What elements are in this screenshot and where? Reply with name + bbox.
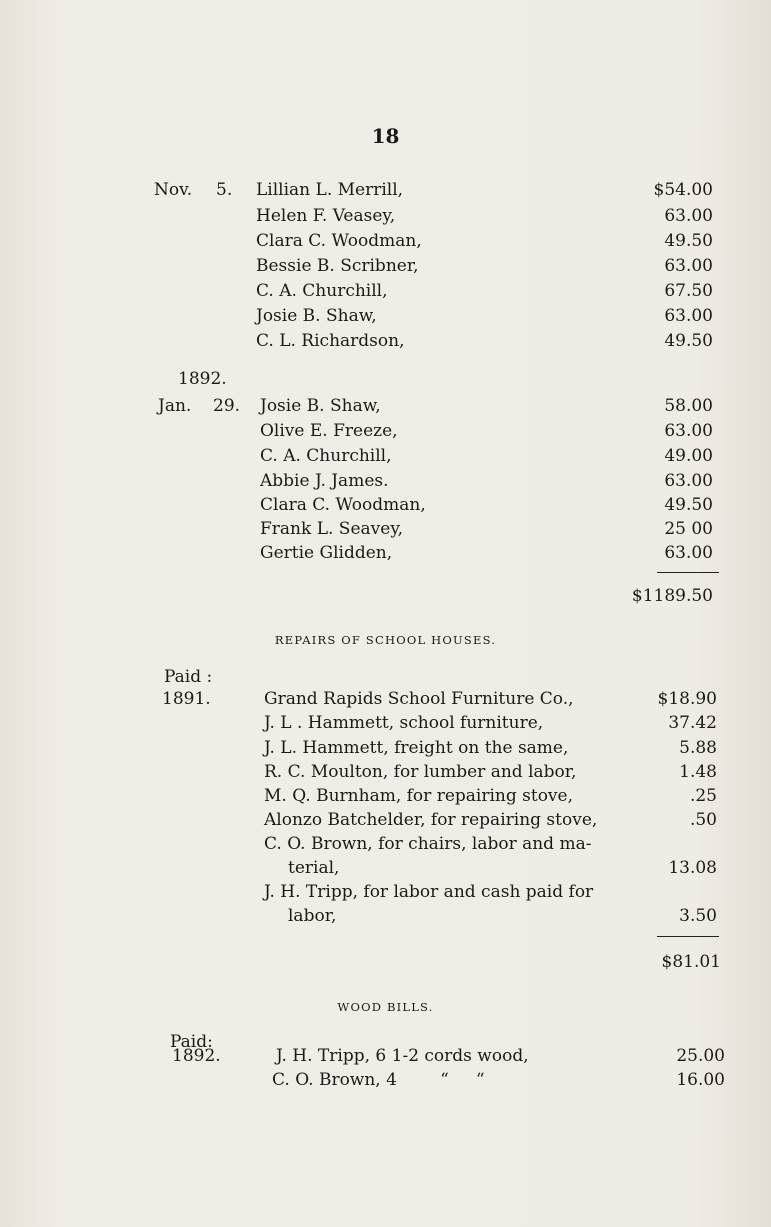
payee-name: Clara C. Woodman,: [260, 495, 426, 515]
item-description: C. O. Brown, for chairs, labor and ma-: [264, 834, 592, 854]
entry-month: Jan.: [158, 396, 192, 416]
entry-month: Nov.: [154, 180, 193, 200]
ledger-row: [0, 783, 771, 809]
payee-name: C. L. Richardson,: [256, 331, 405, 351]
payee-name: Josie B. Shaw,: [256, 306, 377, 326]
ledger-row: [0, 516, 771, 542]
entry-day: 5.: [216, 180, 233, 200]
teachers-total: $1189.50: [631, 586, 713, 606]
item-description-continued: labor,: [288, 906, 337, 926]
ledger-row: [0, 253, 771, 279]
item-amount: .50: [689, 810, 717, 830]
payee-name: Olive E. Freeze,: [260, 421, 398, 441]
payment-amount: 63.00: [664, 421, 713, 441]
payment-amount: 63.00: [664, 306, 713, 326]
payee-name: Lillian L. Merrill,: [256, 180, 404, 200]
payee-name: C. A. Churchill,: [256, 281, 388, 301]
entry-year: 1892.: [172, 1046, 221, 1066]
ledger-row: [0, 879, 771, 905]
entry-year: 1891.: [162, 689, 211, 709]
payee-name: Bessie B. Scribner,: [256, 256, 419, 276]
ledger-row: [0, 177, 771, 203]
ledger-row: [0, 418, 771, 444]
payment-amount: 58.00: [664, 396, 713, 416]
payment-amount: 49.50: [664, 331, 713, 351]
repairs-total: $81.01: [661, 952, 721, 972]
ledger-row: [0, 831, 771, 857]
payment-amount: 49.50: [664, 495, 713, 515]
ledger-row: [0, 855, 771, 881]
ledger-row: [0, 540, 771, 566]
item-amount: .25: [689, 786, 717, 806]
payee-name: Helen F. Veasey,: [256, 206, 396, 226]
total-rule: [657, 572, 719, 573]
item-description-continued: terial,: [288, 858, 340, 878]
payment-amount: 63.00: [664, 256, 713, 276]
payment-amount: 67.50: [664, 281, 713, 301]
ledger-row: [0, 903, 771, 929]
entry-day: 29.: [213, 396, 241, 416]
item-amount: 3.50: [679, 906, 717, 926]
ledger-row: [0, 492, 771, 518]
item-description: M. Q. Burnham, for repairing stove,: [264, 786, 573, 806]
payment-amount: $54.00: [653, 180, 713, 200]
ledger-row: [0, 686, 771, 712]
item-description: Alonzo Batchelder, for repairing stove,: [264, 810, 598, 830]
payee-name: C. A. Churchill,: [260, 446, 392, 466]
item-description: J. H. Tripp, for labor and cash paid for: [264, 882, 594, 902]
item-amount: 1.48: [679, 762, 717, 782]
ledger-row: [0, 228, 771, 254]
payment-amount: 63.00: [664, 206, 713, 226]
ledger-row: [0, 203, 771, 229]
payment-amount: 63.00: [664, 543, 713, 563]
item-description: J. L . Hammett, school furniture,: [264, 713, 544, 733]
item-amount: 25.00: [676, 1046, 725, 1066]
year-row: [0, 366, 771, 392]
ledger-row: [0, 278, 771, 304]
ledger-row: [0, 328, 771, 354]
total-row: [0, 949, 771, 975]
payee-name: Gertie Glidden,: [260, 543, 393, 563]
section-heading: WOOD BILLS.: [337, 1000, 434, 1014]
payee-name: Josie B. Shaw,: [260, 396, 381, 416]
payment-amount: 49.50: [664, 231, 713, 251]
paid-label: Paid:: [170, 1032, 213, 1052]
paid-label: Paid :: [164, 667, 213, 687]
item-description: C. O. Brown, 4 “ “: [272, 1070, 485, 1090]
payment-amount: 49.00: [664, 446, 713, 466]
item-amount: $18.90: [657, 689, 717, 709]
payee-name: Abbie J. James.: [260, 471, 389, 491]
ledger-row: [0, 735, 771, 761]
item-amount: 37.42: [668, 713, 717, 733]
payment-amount: 25 00: [664, 519, 713, 539]
item-description: J. L. Hammett, freight on the same,: [264, 738, 569, 758]
ledger-row: [0, 303, 771, 329]
total-row: [0, 583, 771, 609]
item-amount: 13.08: [668, 858, 717, 878]
total-rule: [657, 936, 719, 937]
ledger-row: [0, 1043, 771, 1069]
payee-name: Frank L. Seavey,: [260, 519, 404, 539]
item-amount: 5.88: [679, 738, 717, 758]
ledger-row: [0, 1067, 771, 1093]
section-heading: REPAIRS OF SCHOOL HOUSES.: [274, 633, 497, 647]
page-number: 18: [371, 124, 400, 148]
item-description: R. C. Moulton, for lumber and labor,: [264, 762, 577, 782]
payment-amount: 63.00: [664, 471, 713, 491]
payee-name: Clara C. Woodman,: [256, 231, 422, 251]
ledger-row: [0, 393, 771, 419]
ledger-row: [0, 443, 771, 469]
ledger-row: [0, 759, 771, 785]
item-description: Grand Rapids School Furniture Co.,: [264, 689, 574, 709]
ledger-row: [0, 710, 771, 736]
item-amount: 16.00: [676, 1070, 725, 1090]
ledger-row: [0, 468, 771, 494]
ledger-row: [0, 807, 771, 833]
entry-year: 1892.: [178, 369, 227, 389]
item-description: J. H. Tripp, 6 1-2 cords wood,: [276, 1046, 529, 1066]
